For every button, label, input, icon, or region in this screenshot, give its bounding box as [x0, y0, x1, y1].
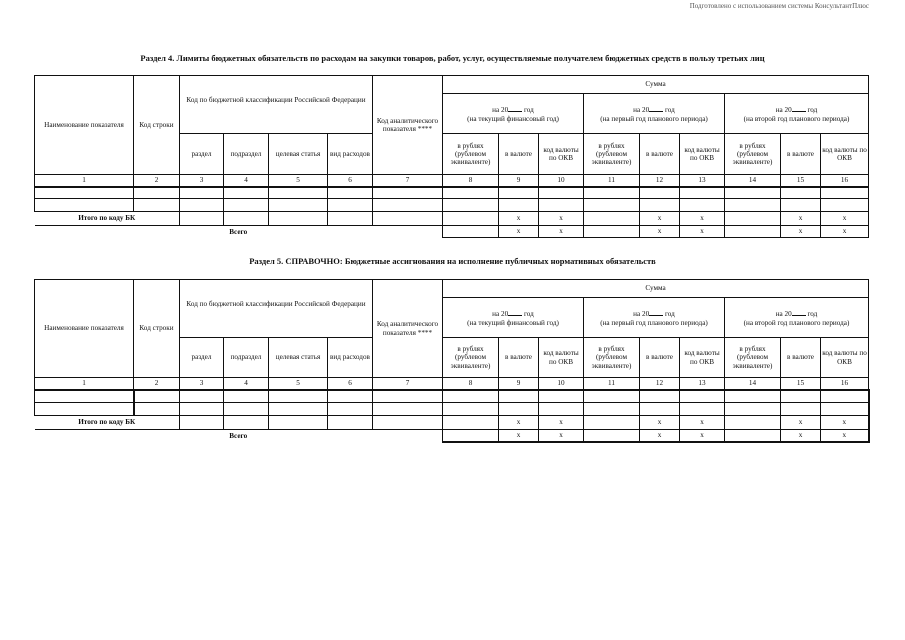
col-num: 4 [224, 378, 269, 390]
col-num: 3 [180, 175, 224, 187]
col-num: 13 [680, 175, 725, 187]
header-cur-2: в валюте [640, 134, 680, 175]
header-okv-3: код валюты по ОКВ [821, 338, 869, 378]
header-bk: Код по бюджетной классификации Российской Федерации [180, 76, 373, 134]
header-bk-target: целевая статья [269, 338, 328, 378]
x-mark: x [781, 212, 821, 226]
col-num: 14 [725, 175, 781, 187]
x-mark: x [680, 226, 725, 238]
col-num: 12 [640, 378, 680, 390]
header-period-1: на 20 год (на текущий финансовый год) [443, 298, 584, 338]
x-mark: x [821, 212, 869, 226]
col-num: 4 [224, 175, 269, 187]
col-num: 10 [539, 175, 584, 187]
col-num: 13 [680, 378, 725, 390]
x-mark: x [680, 212, 725, 226]
header-analytic: Код аналитического показателя **** [373, 76, 443, 175]
col-num: 10 [539, 378, 584, 390]
header-bk-section: раздел [180, 134, 224, 175]
header-period-2: на 20 год (на первый год планового периода) [584, 94, 725, 134]
x-mark: x [499, 416, 539, 430]
table-row [35, 187, 869, 199]
x-mark: x [821, 430, 869, 442]
col-num: 3 [180, 378, 224, 390]
header-cur-3: в валюте [781, 134, 821, 175]
x-mark: x [781, 430, 821, 442]
header-okv-3: код валюты по ОКВ [821, 134, 869, 175]
section-5-title: Раздел 5. СПРАВОЧНО: Бюджетные ассигнования на исполнение публичных нормативных обязательств [249, 256, 656, 266]
col-num: 2 [134, 175, 180, 187]
x-mark: x [539, 212, 584, 226]
x-mark: x [539, 226, 584, 238]
header-name: Наименование показателя [35, 76, 134, 175]
x-mark: x [821, 416, 869, 430]
x-mark: x [640, 226, 680, 238]
x-mark: x [499, 212, 539, 226]
header-okv-1: код валюты по ОКВ [539, 338, 584, 378]
header-bk-section: раздел [180, 338, 224, 378]
header-bk-type: вид расходов [328, 134, 373, 175]
header-bk: Код по бюджетной классификации Российской Федерации [180, 280, 373, 338]
col-num: 9 [499, 175, 539, 187]
section-4-title: Раздел 4. Лимиты бюджетных обязательств по расходам на закупки товаров, работ, услуг, осуществляемые получателем бюджетных средств в пользу третьих лиц [140, 53, 765, 63]
total-bk-row [35, 212, 869, 226]
x-mark: x [821, 226, 869, 238]
col-num: 2 [134, 378, 180, 390]
watermark: Подготовлено с использованием системы КонсультантПлюс [689, 2, 869, 10]
col-num: 12 [640, 175, 680, 187]
col-num: 7 [373, 378, 443, 390]
header-bk-target: целевая статья [269, 134, 328, 175]
x-mark: x [499, 226, 539, 238]
col-num: 5 [269, 175, 328, 187]
header-period-1: на 20 год (на текущий финансовый год) [443, 94, 584, 134]
col-num: 6 [328, 175, 373, 187]
table-row [35, 390, 869, 403]
header-sum: Сумма [443, 76, 869, 94]
header-period-2: на 20 год (на первый год планового периода) [584, 298, 725, 338]
table-row [35, 403, 869, 416]
header-code: Код строки [134, 76, 180, 175]
header-okv-1: код валюты по ОКВ [539, 134, 584, 175]
total-all-row [35, 226, 869, 238]
x-mark: x [640, 430, 680, 442]
col-num: 15 [781, 378, 821, 390]
total-all-label: Всего [35, 226, 443, 238]
header-name: Наименование показателя [35, 280, 134, 378]
total-bk-label: Итого по коду БК [35, 416, 180, 430]
header-cur-1: в валюте [499, 338, 539, 378]
table-section-4 [34, 75, 869, 238]
x-mark: x [640, 416, 680, 430]
header-rub-1: в рублях (рублевом эквиваленте) [443, 338, 499, 378]
total-bk-row [35, 416, 869, 430]
col-num: 14 [725, 378, 781, 390]
total-all-label: Всего [35, 430, 443, 442]
col-num: 16 [821, 175, 869, 187]
header-okv-2: код валюты по ОКВ [680, 134, 725, 175]
col-num: 16 [821, 378, 869, 390]
col-num: 15 [781, 175, 821, 187]
header-cur-2: в валюте [640, 338, 680, 378]
x-mark: x [499, 430, 539, 442]
header-bk-type: вид расходов [328, 338, 373, 378]
total-bk-label: Итого по коду БК [35, 212, 180, 226]
col-num: 1 [35, 378, 134, 390]
header-analytic: Код аналитического показателя **** [373, 280, 443, 378]
x-mark: x [781, 226, 821, 238]
header-rub-2: в рублях (рублевом эквиваленте) [584, 134, 640, 175]
table-section-5 [34, 279, 870, 443]
col-num: 8 [443, 378, 499, 390]
x-mark: x [680, 416, 725, 430]
col-num: 9 [499, 378, 539, 390]
header-cur-1: в валюте [499, 134, 539, 175]
col-num: 7 [373, 175, 443, 187]
header-rub-2: в рублях (рублевом эквиваленте) [584, 338, 640, 378]
header-bk-subsection: подраздел [224, 338, 269, 378]
x-mark: x [640, 212, 680, 226]
header-rub-1: в рублях (рублевом эквиваленте) [443, 134, 499, 175]
x-mark: x [680, 430, 725, 442]
col-num: 1 [35, 175, 134, 187]
col-num: 8 [443, 175, 499, 187]
col-num: 11 [584, 175, 640, 187]
header-rub-3: в рублях (рублевом эквиваленте) [725, 134, 781, 175]
header-cur-3: в валюте [781, 338, 821, 378]
header-code: Код строки [134, 280, 180, 378]
total-all-row [35, 430, 869, 442]
col-num: 6 [328, 378, 373, 390]
table-row [35, 199, 869, 212]
header-okv-2: код валюты по ОКВ [680, 338, 725, 378]
x-mark: x [539, 430, 584, 442]
header-sum: Сумма [443, 280, 869, 298]
header-period-3: на 20 год (на второй год планового периода) [725, 298, 869, 338]
column-numbers-row [35, 175, 869, 187]
header-rub-3: в рублях (рублевом эквиваленте) [725, 338, 781, 378]
col-num: 5 [269, 378, 328, 390]
column-numbers-row [35, 378, 869, 390]
x-mark: x [539, 416, 584, 430]
x-mark: x [781, 416, 821, 430]
header-period-3: на 20 год (на второй год планового периода) [725, 94, 869, 134]
col-num: 11 [584, 378, 640, 390]
header-bk-subsection: подраздел [224, 134, 269, 175]
